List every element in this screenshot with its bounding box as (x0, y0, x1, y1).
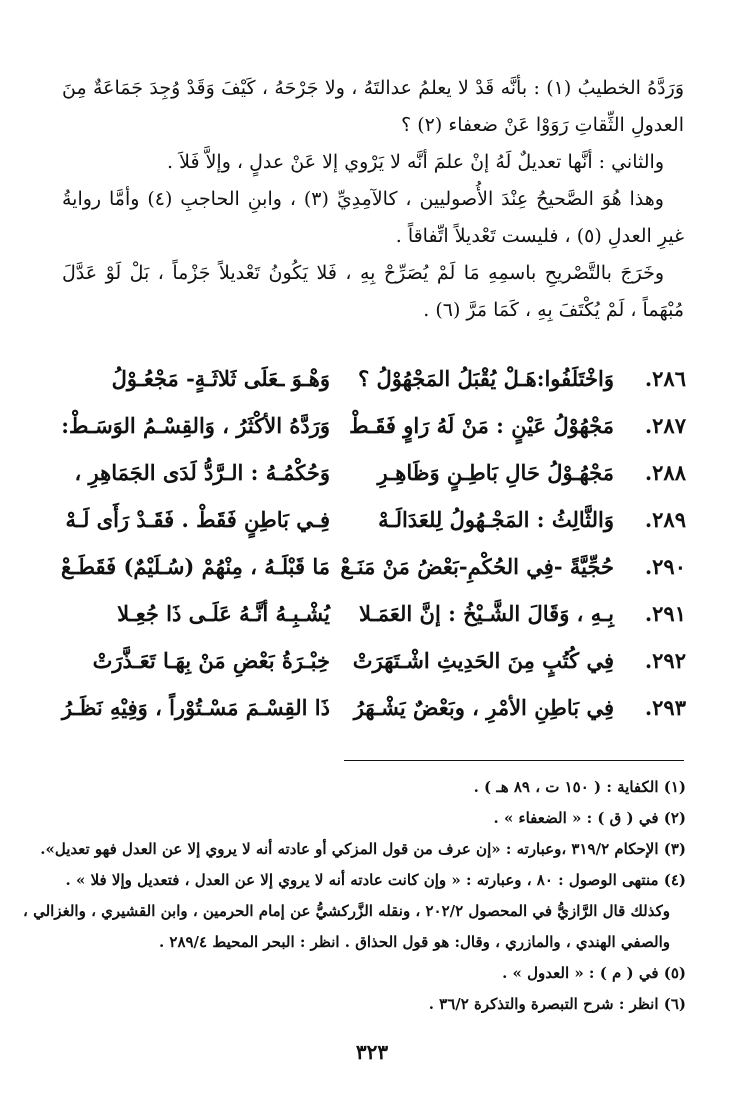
verse-first-hemistich: مَجْهُـوْلُ حَالِ بَاطِـنٍ وَظَاهِـرِ (377, 460, 614, 485)
verse-line (60, 407, 686, 454)
footnote: (١) الكفاية : ( ١٥٠ ت ، ٨٩ هـ ) . (473, 778, 686, 796)
page-number: ٣٢٣ (355, 1040, 389, 1064)
verse-number: ٢٨٩. (644, 507, 686, 532)
verse-number: ٢٩١. (644, 601, 686, 626)
paragraph: وَرَدَّهُ الخطيبُ (١) : بأنَّه قَدْ لا يعلمُ عدالتَهُ ، ولا جَرْحَهُ ، كَيْفَ وَقَدْ وُجِدَ جَمَاعَةٌ مِنَ العدولِ الثِّقاتِ رَوَوْا عَنْ ضعفاء (٢) ؟ (62, 77, 684, 136)
verse-line (60, 548, 686, 595)
verse-number: ٢٩٣. (644, 695, 686, 720)
verse-first-hemistich: وَالثَّالِثُ : المَجْـهُولُ لِلعَدَالَـهْ (378, 507, 614, 532)
verse-line (60, 454, 686, 501)
verse-number: ٢٩٠. (644, 554, 686, 579)
verse-number: ٢٨٦. (644, 366, 686, 391)
verse-list (60, 360, 686, 736)
paragraph: والثاني : أنَّها تعديلٌ لَهُ إنْ علمَ أنَّه لا يَرْوي إلا عَنْ عدلٍ ، وإلاَّ فَلاَ . (167, 151, 664, 173)
verse-number: ٢٩٢. (644, 648, 686, 673)
paragraph: وهذا هُوَ الصَّحيحُ عِنْدَ الأُصوليين ، كالآمِدِيِّ (٣) ، وابنِ الحاجبِ (٤) وأمَّا روايةُ غيرِ العدلِ (٥) ، فليست تَعْديلاً اتِّفاقاً . (62, 188, 684, 247)
footnote: (٤) منتهى الوصول : ٨٠ ، وعبارته : « وإن كانت عادته أنه لا يروي إلا عن العدل ، فتعديل وإلا فلا » . (65, 871, 686, 889)
verse-second-hemistich: وَحُكْمُـهُ : الـرَّدُّ لَدَى الجَمَاهِرِ ، (74, 460, 330, 485)
verse-line (60, 360, 686, 407)
footnote-continuation: وكذلك قال الرَّازيُّ في المحصول ٢٠٢/٢ ، ونقله الزَّركشيُّ عن إمام الحرمين ، وابن القشيري ، والغزالي ، (23, 902, 670, 920)
verse-first-hemistich: فِي بَاطِنِ الأمْرِ ، وبَعْضٌ يَشْـهَرُ (353, 695, 614, 720)
verse-line (60, 642, 686, 689)
verse-number: ٢٨٨. (644, 460, 686, 485)
verse-second-hemistich: يُشْـبِـهُ أنَّـهُ عَلَـى ذَا جُعِـلا (117, 601, 330, 626)
footnote: (٣) الإحكام ٣١٩/٢ ،وعبارته : «إن عرف من قول المزكي أو عادته أنه لا يروي إلا عن العدل فهو تعديل». (40, 840, 686, 858)
footnote-continuation: والصفي الهندي ، والمازري ، وقال: هو قول الحذاق . انظر : البحر المحيط ٢٨٩/٤ . (158, 933, 670, 951)
footnote-divider (344, 760, 684, 761)
verse-first-hemistich: وَاخْتَلَفُوا:هَـلْ يُقْبَلُ المَجْهُوْلُ ؟ (358, 366, 614, 391)
verse-second-hemistich: مَا قَبْلَـهُ ، مِنْهُمْ (سُـلَيْمٌ) فَقَطَـعْ (60, 554, 330, 579)
paragraph: وخَرَجَ بالتَّصْريحِ باسمِهِ مَا لَمْ يُصَرِّحْ بِهِ ، فَلا يَكُونُ تَعْديلاً جَزْماً ، بَلْ لَوْ عَدَّلَ مُبْهَماً ، لَمْ يُكْتَفَ بِهِ ، كَمَا مَرَّ (٦) . (62, 262, 684, 321)
verse-second-hemistich: وَرَدَّهُ الأكْثَرُ ، وَالقِسْـمُ الوَسَـطْ: (61, 413, 330, 438)
footnote: (٢) في ( ق ) : « الضعفاء » . (493, 809, 686, 827)
verse-first-hemistich: فِي كُتُبٍ مِنَ الحَدِيثِ اشْـتَهَرَتْ (352, 648, 614, 673)
verse-second-hemistich: ذَا القِسْـمَ مَسْـتُوْراً ، وَفِيْهِ نَظَـرُ (61, 695, 330, 720)
verse-number: ٢٨٧. (644, 413, 686, 438)
footnote: (٥) في ( م ) : « العدول » . (502, 964, 686, 982)
verse-second-hemistich: وَهْـوَ ـعَلَى ثَلاثَـةٍ- مَجْعُـوْلُ (111, 366, 330, 391)
footnote: (٦) انظر : شرح التبصرة والتذكرة ٣٦/٢ . (428, 995, 686, 1013)
footnotes (23, 772, 686, 1020)
verse-line (60, 595, 686, 642)
verse-second-hemistich: خِبْـرَةُ بَعْضِ مَنْ بِهَـا تَعَـذَّرَتْ (92, 648, 330, 673)
verse-line (60, 501, 686, 548)
verse-line (60, 689, 686, 736)
verse-second-hemistich: فِـي بَاطِنٍ فَقَطْ . فَقَـدْ رَأَى لَـهْ (65, 507, 330, 532)
prose-section (62, 70, 684, 329)
verse-first-hemistich: حُجِّيَّةً -فِي الحُكْمِ-بَعْضُ مَنْ مَنَـعْ (340, 554, 614, 579)
verse-first-hemistich: بِـهِ ، وَقَالَ الشَّـيْخُ : إنَّ العَمَـلا (359, 601, 614, 626)
verse-first-hemistich: مَجْهُوْلُ عَيْنٍ : مَنْ لَهُ رَاوٍ فَقَـطْ (349, 413, 614, 438)
